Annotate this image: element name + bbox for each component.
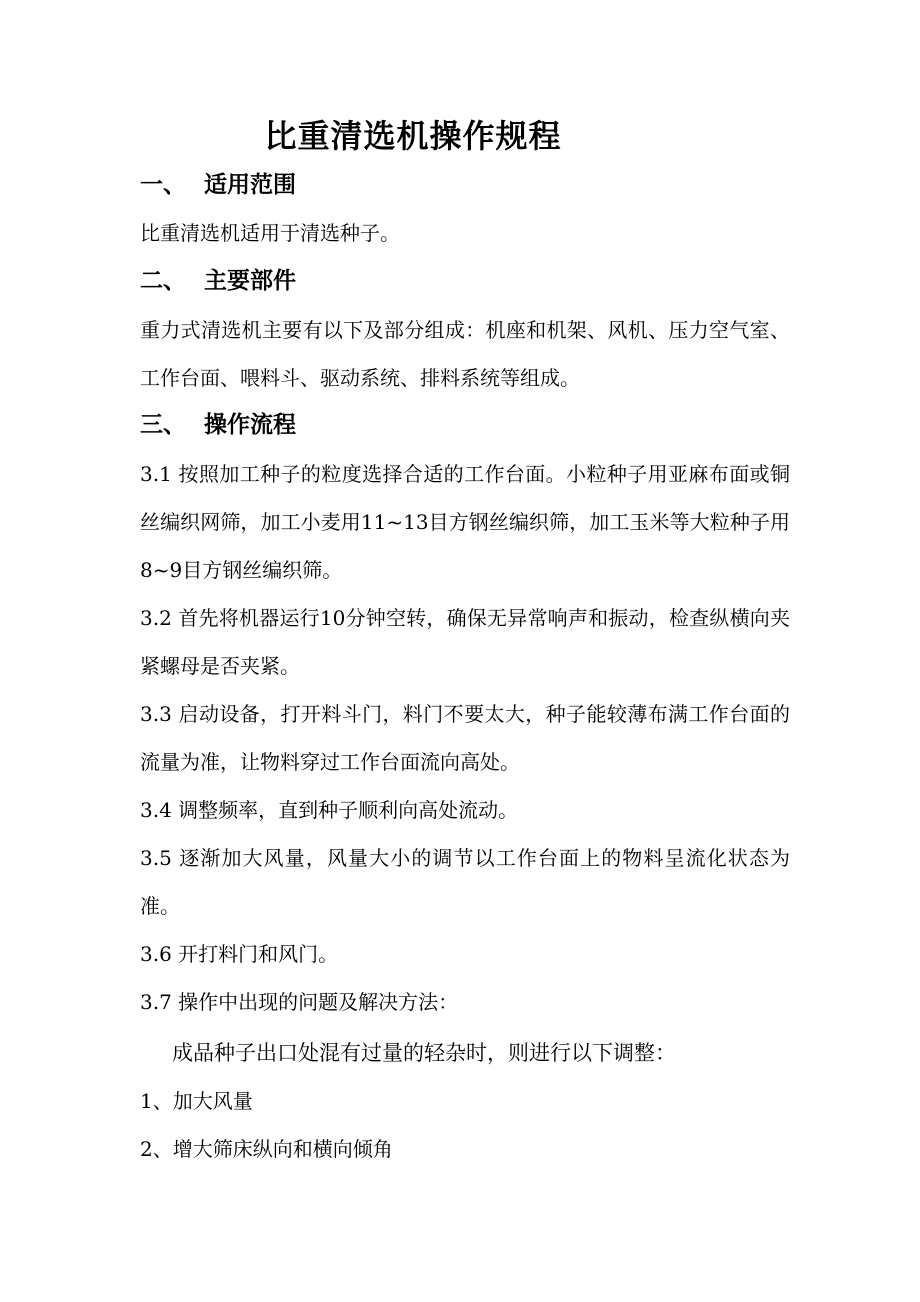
solution-item: 2、增大筛床纵向和横向倾角 bbox=[140, 1137, 393, 1161]
section-number: 三、 bbox=[140, 411, 186, 438]
step-3-5: 3.5 逐渐加大风量，风量大小的调节以工作台面上的物料呈流化状态为准。 bbox=[140, 846, 790, 918]
section-heading-components bbox=[140, 264, 296, 298]
section-number: 二、 bbox=[140, 267, 186, 294]
step-3-2: 3.2 首先将机器运行10分钟空转，确保无异常响声和振动，检查纵横向夹紧螺母是否夹紧。 bbox=[140, 606, 790, 678]
document-title: 比重清选机操作规程 bbox=[264, 117, 562, 155]
step-3-4: 3.4 调整频率，直到种子顺利向高处流动。 bbox=[140, 798, 519, 822]
section-body-components: 重力式清选机主要有以下及部分组成：机座和机架、风机、压力空气室、工作台面、喂料斗、驱动系统、排料系统等组成。 bbox=[140, 318, 790, 390]
section-title: 操作流程 bbox=[204, 411, 296, 438]
problem-intro: 成品种子出口处混有过量的轻杂时，则进行以下调整： bbox=[172, 1041, 676, 1065]
step-3-3: 3.3 启动设备，打开料斗门，料门不要太大，种子能较薄布满工作台面的流量为准，让物料穿过工作台面流向高处。 bbox=[140, 702, 790, 774]
section-body-scope: 比重清选机适用于清选种子。 bbox=[140, 221, 400, 245]
step-3-6: 3.6 开打料门和风门。 bbox=[140, 942, 339, 966]
step-3-7: 3.7 操作中出现的问题及解决方法： bbox=[140, 990, 459, 1014]
section-heading-procedure bbox=[140, 408, 296, 442]
step-3-1: 3.1 按照加工种子的粒度选择合适的工作台面。小粒种子用亚麻布面或铜丝编织网筛，加工小麦用11~13目方钢丝编织筛，加工玉米等大粒种子用8~9目方钢丝编织筛。 bbox=[140, 462, 790, 582]
section-title: 适用范围 bbox=[204, 171, 296, 198]
solution-item: 1、加大风量 bbox=[140, 1089, 253, 1113]
section-title: 主要部件 bbox=[204, 267, 296, 294]
section-number: 一、 bbox=[140, 171, 186, 198]
section-heading-scope bbox=[140, 168, 296, 202]
